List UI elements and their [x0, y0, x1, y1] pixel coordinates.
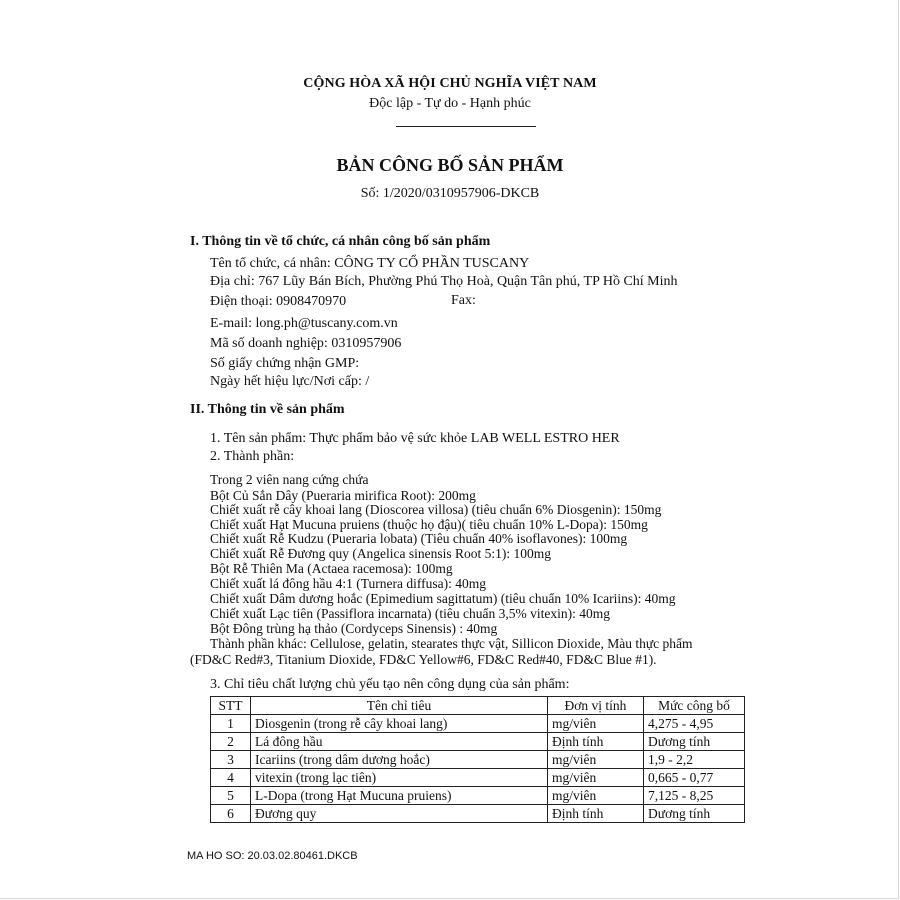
cell-level: 1,9 - 2,2	[644, 751, 745, 769]
org-gmp: Số giấy chứng nhận GMP:	[210, 356, 360, 371]
composition-line: Bột Đông trùng hạ thảo (Cordyceps Sinensis) : 40mg	[210, 621, 498, 636]
org-tax-code: Mã số doanh nghiệp: 0310957906	[210, 336, 402, 351]
cell-unit: mg/viên	[548, 787, 644, 805]
cell-level: 7,125 - 8,25	[644, 787, 745, 805]
quality-label: 3. Chỉ tiêu chất lượng chủ yếu tạo nên công dụng của sản phẩm:	[210, 677, 570, 692]
composition-line: Chiết xuất Rễ Kudzu (Pueraria lobata) (Tiêu chuẩn 40% isoflavones): 100mg	[210, 531, 628, 546]
cell-criterion: vitexin (trong lạc tiên)	[251, 769, 548, 787]
column-header-unit: Đơn vị tính	[548, 697, 644, 715]
column-header-stt: STT	[211, 697, 251, 715]
document-title: BẢN CÔNG BỐ SẢN PHẨM	[336, 155, 564, 175]
cell-stt: 2	[211, 733, 251, 751]
composition-line: Chiết xuất Hạt Mucuna pruiens (thuộc họ đậu)( tiêu chuẩn 10% L-Dopa): 150mg	[210, 517, 648, 532]
table-row	[211, 805, 745, 823]
dossier-code: MA HO SO: 20.03.02.80461.DKCB	[187, 850, 358, 862]
composition-line: Thành phần khác: Cellulose, gelatin, stearates thực vật, Sillicon Dioxide, Màu thực phẩm	[210, 636, 693, 651]
org-phone: Điện thoại: 0908470970	[210, 294, 347, 309]
national-motto: Độc lập - Tự do - Hạnh phúc	[369, 96, 531, 111]
composition-wrap: (FD&C Red#3, Titanium Dioxide, FD&C Yellow#6, FD&C Red#40, FD&C Blue #1).	[190, 652, 657, 667]
section-2-heading: II. Thông tin về sản phẩm	[190, 402, 345, 417]
table-row	[211, 751, 745, 769]
cell-stt: 6	[211, 805, 251, 823]
composition-line: Chiết xuất lá đông hầu 4:1 (Turnera diffusa): 40mg	[210, 576, 486, 591]
org-name: Tên tổ chức, cá nhân: CÔNG TY CỔ PHẦN TUSCANY	[210, 256, 530, 271]
table-row	[211, 733, 745, 751]
composition-line: Bột Củ Sắn Dây (Pueraria mirifica Root): 200mg	[210, 488, 476, 503]
table-row	[211, 715, 745, 733]
header-divider	[396, 126, 536, 127]
product-name: 1. Tên sản phẩm: Thực phẩm bảo vệ sức khỏe LAB WELL ESTRO HER	[210, 431, 620, 446]
cell-level: Dương tính	[644, 733, 745, 751]
column-header-criterion: Tên chỉ tiêu	[251, 697, 548, 715]
cell-level: Dương tính	[644, 805, 745, 823]
national-title: CỘNG HÒA XÃ HỘI CHỦ NGHĨA VIỆT NAM	[303, 76, 597, 91]
cell-unit: mg/viên	[548, 715, 644, 733]
cell-unit: Định tính	[548, 733, 644, 751]
composition-line: Trong 2 viên nang cứng chứa	[210, 472, 369, 487]
composition-line: Chiết xuất Rễ Đương quy (Angelica sinensis Root 5:1): 100mg	[210, 546, 552, 561]
composition-line: Chiết xuất Dâm dương hoắc (Epimedium sagittatum) (tiêu chuẩn 10% Icariins): 40mg	[210, 591, 676, 606]
org-address: Địa chỉ: 767 Lũy Bán Bích, Phường Phú Thọ Hoà, Quận Tân phú, TP Hồ Chí Minh	[210, 274, 678, 289]
cell-level: 0,665 - 0,77	[644, 769, 745, 787]
column-header-level: Mức công bố	[644, 697, 745, 715]
composition-line: Chiết xuất rễ cây khoai lang (Dioscorea villosa) (tiêu chuẩn 6% Diosgenin): 150mg	[210, 502, 662, 517]
cell-stt: 5	[211, 787, 251, 805]
cell-unit: Định tính	[548, 805, 644, 823]
document-number: Số: 1/2020/0310957906-DKCB	[360, 186, 540, 201]
cell-criterion: Đương quy	[251, 805, 548, 823]
cell-level: 4,275 - 4,95	[644, 715, 745, 733]
cell-unit: mg/viên	[548, 751, 644, 769]
cell-stt: 3	[211, 751, 251, 769]
quality-table	[210, 696, 745, 823]
cell-criterion: Lá đông hầu	[251, 733, 548, 751]
section-1-heading: I. Thông tin về tổ chức, cá nhân công bố sản phẩm	[190, 234, 491, 249]
cell-stt: 4	[211, 769, 251, 787]
cell-stt: 1	[211, 715, 251, 733]
composition-line: Bột Rễ Thiên Ma (Actaea racemosa): 100mg	[210, 561, 453, 576]
table-row	[211, 787, 745, 805]
org-expiry: Ngày hết hiệu lực/Nơi cấp: /	[210, 374, 370, 389]
cell-criterion: L-Dopa (trong Hạt Mucuna pruiens)	[251, 787, 548, 805]
org-fax: Fax:	[451, 293, 476, 308]
cell-criterion: Icariins (trong dâm dương hoắc)	[251, 751, 548, 769]
cell-unit: mg/viên	[548, 769, 644, 787]
table-header-row	[211, 697, 745, 715]
table-row	[211, 769, 745, 787]
composition-label: 2. Thành phần:	[210, 449, 295, 464]
cell-criterion: Diosgenin (trong rễ cây khoai lang)	[251, 715, 548, 733]
composition-line: Chiết xuất Lạc tiên (Passiflora incarnata) (tiêu chuẩn 3,5% vitexin): 40mg	[210, 606, 610, 621]
org-email: E-mail: long.ph@tuscany.com.vn	[210, 316, 398, 331]
